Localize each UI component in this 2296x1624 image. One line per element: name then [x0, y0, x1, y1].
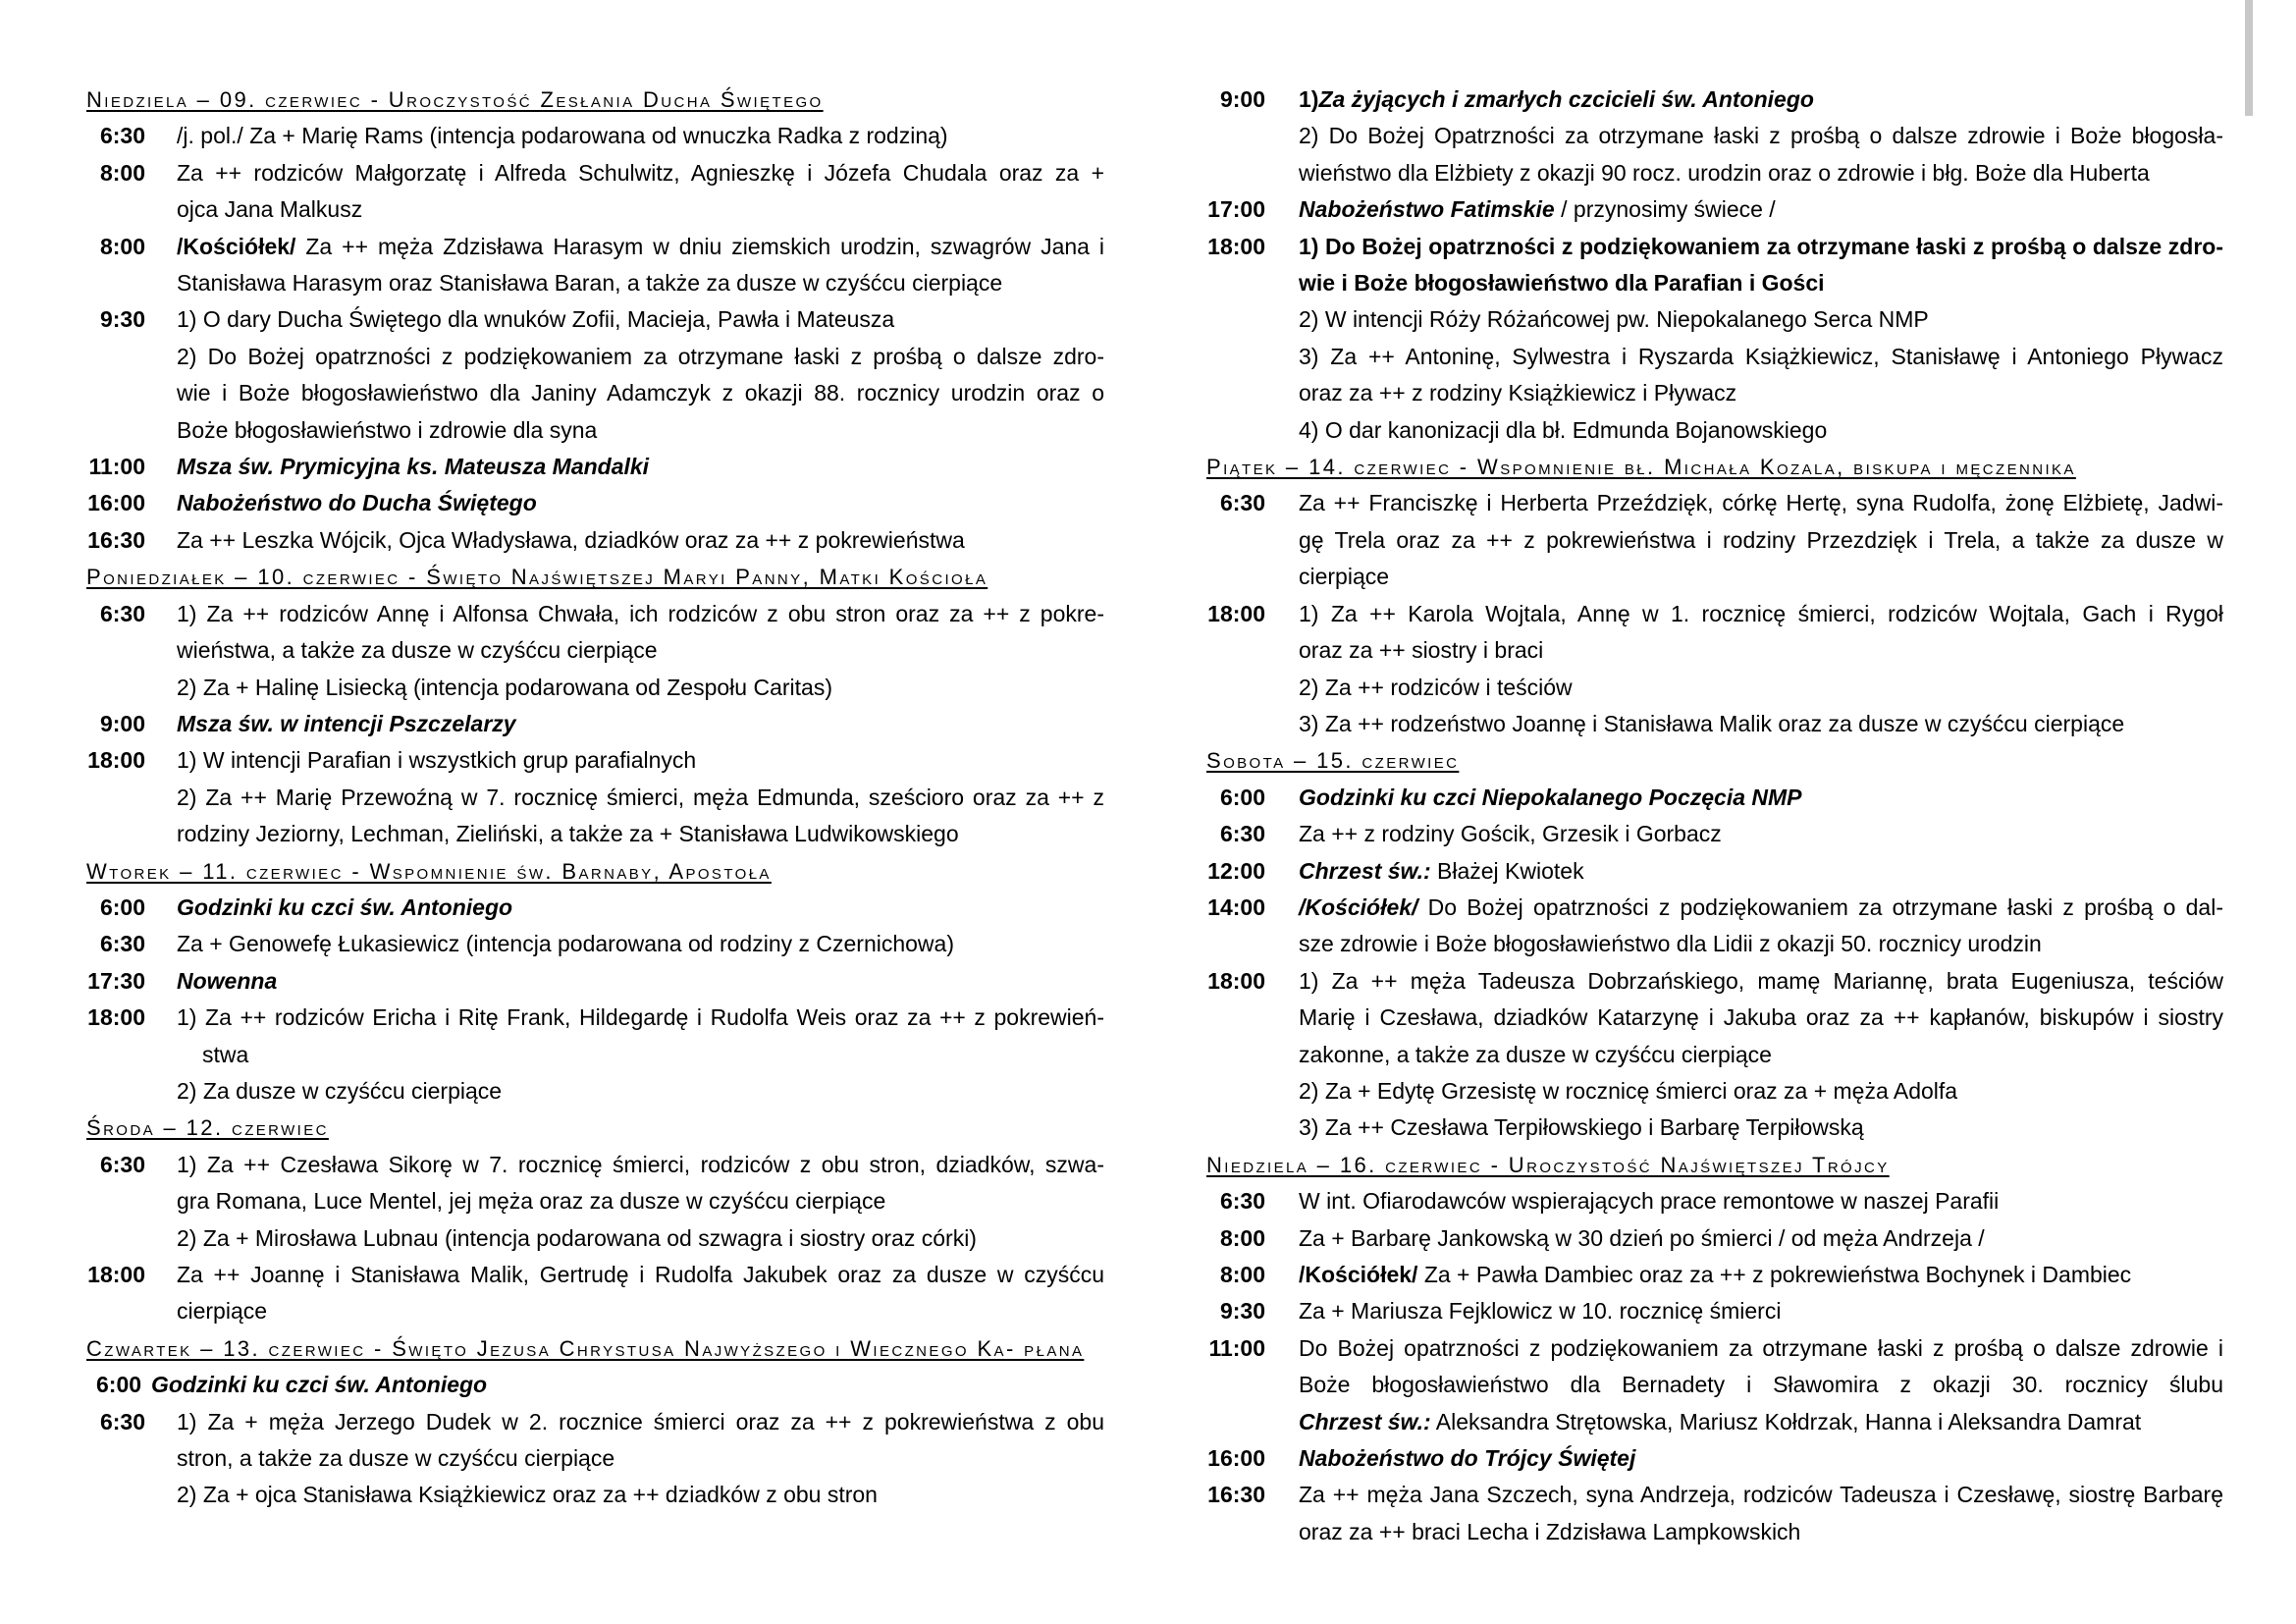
day-heading: Wtorek – 11. czerwiec - Wspomnienie św. Barnaby, Apostoła [86, 858, 772, 884]
mass-time: 16:00 [1207, 1445, 1265, 1472]
mass-time: 6:00 [96, 1372, 142, 1398]
intention-text: cierpiące [1299, 564, 1390, 590]
schedule-entry [86, 155, 1104, 229]
intention-line [1299, 890, 2223, 926]
intention-body [177, 1000, 1104, 1110]
intention-text: 1) Za ++ Czesława Sikorę w 7. rocznicę śmierci, rodziców z obu stron, dziadków, szwa- [177, 1151, 1104, 1177]
intention-text: Godzinki ku czci św. Antoniego [151, 1372, 488, 1398]
mass-time: 18:00 [87, 1262, 145, 1287]
intention-text: 3) Za ++ rodzeństwo Joannę i Stanisława Malik oraz za dusze w czyśćcu cierpiące [1299, 710, 2125, 736]
intention-line [177, 963, 1104, 1000]
mass-time: 18:00 [87, 747, 145, 774]
schedule-entry [1206, 963, 2223, 1147]
intention-body [1299, 780, 2223, 816]
intention-body [177, 1257, 1104, 1330]
intention-text: 1) [1299, 86, 1319, 112]
intention-line [177, 449, 1104, 485]
intention-text: Za ++ Joannę i Stanisława Malik, Gertrudę i Rudolfa Jakubek oraz za dusze w czyśćcu [177, 1262, 1104, 1287]
intention-body [1299, 1220, 2223, 1257]
mass-time: 8:00 [1219, 1224, 1265, 1251]
day-heading: Niedziela – 09. czerwiec - Uroczystość Zesłania Ducha Świętego [86, 87, 824, 112]
intention-line [1299, 485, 2223, 521]
intention-line [177, 816, 1104, 852]
intention-body [177, 1404, 1104, 1514]
intention-line [1299, 853, 2223, 890]
schedule-entry [86, 485, 1104, 521]
intention-text: 2) Za dusze w czyśćcu cierpiące [177, 1077, 503, 1104]
day-heading: Czwartek – 13. czerwiec - Święto Jezusa Chrystusa Najwyższego i Wiecznego Ka- płana [86, 1335, 1085, 1361]
intention-body [1299, 81, 2223, 191]
intention-line [177, 596, 1104, 632]
mass-time: 18:00 [1207, 600, 1265, 626]
intention-line [177, 1293, 1104, 1329]
left-column [86, 81, 1104, 1514]
mass-time: 8:00 [99, 159, 145, 186]
schedule-entry [86, 1404, 1104, 1514]
intention-text: Za ++ męża Jana Szczech, syna Andrzeja, rodziców Tadeusza i Czesławę, siostrę Barbarę [1299, 1482, 2223, 1508]
intention-body [1299, 1440, 2223, 1477]
intention-text: 3) Za ++ Czesława Terpiłowskiego i Barbarę Terpiłowską [1299, 1114, 1864, 1141]
intention-text: 2) Za + Halinę Lisiecką (intencja podarowana od Zespołu Caritas) [177, 674, 832, 700]
intention-text: oraz za ++ siostry i braci [1299, 637, 1544, 664]
schedule-entry [1206, 1220, 2223, 1257]
intention-text: /j. pol./ Za + Marię Rams (intencja podarowana od wnuczka Radka z rodziną) [177, 123, 948, 149]
intention-body [1299, 1183, 2223, 1219]
intention-line [177, 670, 1104, 706]
mass-time: 6:30 [99, 1408, 145, 1435]
intention-body [177, 890, 1104, 926]
intention-line [1299, 1293, 2223, 1329]
intention-line [1299, 265, 2223, 301]
schedule-entry [86, 926, 1104, 962]
intention-line [1299, 1440, 2223, 1477]
intention-line [1299, 926, 2223, 962]
schedule-entry [1206, 1477, 2223, 1550]
intention-text: Za + Genowefę Łukasiewicz (intencja podarowana od rodziny z Czernichowa) [177, 931, 954, 957]
intention-line [1299, 1073, 2223, 1110]
intention-text: Błażej Kwiotek [1430, 857, 1584, 884]
intention-text: oraz za ++ braci Lecha i Zdzisława Lampkowskich [1299, 1518, 1801, 1544]
intention-text: zakonne, a także za dusze w czyśćcu cierpiące [1299, 1041, 1772, 1067]
intention-text: 2) Za + Mirosława Lubnau (intencja podarowana od szwagra i siostry oraz córki) [177, 1224, 977, 1251]
schedule-entry [86, 963, 1104, 1000]
intention-text: Stanisława Harasym oraz Stanisława Baran, a także za dusze w czyśćcu cierpiące [177, 270, 1003, 297]
mass-time: 18:00 [87, 1004, 145, 1031]
intention-text: Za ++ Leszka Wójcik, Ojca Władysława, dziadków oraz za ++ z pokrewieństwa [177, 526, 965, 553]
mass-time: 11:00 [88, 454, 145, 480]
day-heading: Sobota – 15. czerwiec [1206, 748, 1460, 774]
schedule-entry [86, 522, 1104, 559]
intention-text: 1) Za ++ rodziców Annę i Alfonsa Chwała, ich rodziców z obu stron oraz za ++ z pokre- [177, 600, 1104, 626]
schedule-entry [1206, 1183, 2223, 1219]
schedule-entry [86, 1367, 1104, 1403]
schedule-entry [1206, 81, 2223, 191]
intention-line [1299, 1477, 2223, 1513]
intention-body [1299, 816, 2223, 852]
mass-time: 8:00 [1219, 1262, 1265, 1287]
intention-line [177, 1404, 1104, 1440]
intention-body [177, 926, 1104, 962]
intention-text: /Kościółek/ [1299, 1262, 1418, 1287]
mass-time: 18:00 [1207, 233, 1265, 259]
intention-body [1299, 1330, 2223, 1440]
intention-text: 2) Do Bożej Opatrzności za otrzymane łaski z prośbą o dalsze zdrowie i Boże błogosła- [1299, 123, 2223, 149]
schedule-entry [1206, 485, 2223, 595]
intention-text: Boże błogosławieństwo i zdrowie dla syna [177, 416, 598, 443]
intention-line [177, 301, 1104, 338]
schedule-entry [1206, 780, 2223, 816]
intention-text: 1) Za + męża Jerzego Dudek w 2. rocznice śmierci oraz za ++ z pokrewieństwa z obu [177, 1408, 1104, 1435]
intention-body [1299, 229, 2223, 449]
intention-text: Boże błogosławieństwo dla Bernadety i Sławomira z okazji 30. rocznicy ślubu [1299, 1372, 2223, 1398]
intention-text: wie i Boże błogosławieństwo dla Janiny Adamczyk z okazji 88. rocznicy urodzin oraz o [177, 380, 1104, 406]
intention-line [1299, 1367, 2223, 1403]
intention-text: Za ++ z rodziny Gościk, Grzesik i Gorbacz [1299, 821, 1722, 847]
intention-body [1299, 485, 2223, 595]
intention-text: /Kościółek/ [177, 233, 296, 259]
intention-text: wieństwo dla Elżbiety z okazji 90 rocz. urodzin oraz o zdrowie i błg. Boże dla Huberta [1299, 159, 2150, 186]
intention-body [1299, 890, 2223, 963]
intention-line [1299, 1257, 2223, 1293]
mass-time: 8:00 [99, 233, 145, 259]
intention-text: wieństwa, a także za dusze w czyśćcu cierpiące [177, 637, 658, 664]
intention-body [177, 301, 1104, 449]
intention-text: sze zdrowie i Boże błogosławieństwo dla Lidii z okazji 50. rocznicy urodzin [1299, 931, 2042, 957]
intention-body [177, 1147, 1104, 1257]
intention-body [1299, 853, 2223, 890]
schedule-entry [86, 118, 1104, 154]
intention-line [1299, 816, 2223, 852]
intention-line [1299, 301, 2223, 338]
intention-text: Za żyjących i zmarłych czcicieli św. Antoniego [1318, 86, 1814, 112]
schedule-entry [1206, 1440, 2223, 1477]
mass-time: 6:00 [1219, 784, 1265, 810]
intention-text: rodziny Jeziorny, Lechman, Zieliński, a także za + Stanisława Ludwikowskiego [177, 821, 959, 847]
intention-body [177, 155, 1104, 229]
intention-line [177, 412, 1104, 449]
intention-line [177, 890, 1104, 926]
intention-line [1299, 1220, 2223, 1257]
intention-line [177, 1147, 1104, 1183]
intention-body [177, 449, 1104, 485]
intention-line [177, 155, 1104, 191]
intention-text: 2) Za ++ Marię Przewoźną w 7. rocznicę śmierci, męża Edmunda, sześcioro oraz za ++ z [177, 784, 1104, 810]
intention-line [177, 1073, 1104, 1110]
intention-line [177, 265, 1104, 301]
intention-line [1299, 632, 2223, 669]
schedule-entry [1206, 890, 2223, 963]
schedule-entry [86, 1000, 1104, 1110]
schedule-entry [86, 301, 1104, 449]
mass-time: 6:30 [99, 600, 145, 626]
intention-text: cierpiące [177, 1298, 268, 1325]
intention-text: 2) W intencji Róży Różańcowej pw. Niepokalanego Serca NMP [1299, 306, 1929, 333]
intention-body [177, 522, 1104, 559]
intention-text: Nabożeństwo Fatimskie [1299, 196, 1555, 223]
intention-text: 1) O dary Ducha Świętego dla wnuków Zofii, Macieja, Pawła i Mateusza [177, 306, 895, 333]
mass-time: 12:00 [1207, 857, 1265, 884]
intention-text: / przynosimy świece / [1554, 196, 1776, 223]
mass-time: 6:30 [99, 123, 145, 149]
intention-text: 4) O dar kanonizacji dla bł. Edmunda Bojanowskiego [1299, 416, 1828, 443]
intention-line [1299, 1330, 2223, 1367]
mass-time: 6:30 [99, 931, 145, 957]
intention-line [1299, 1514, 2223, 1550]
intention-text: Za ++ męża Zdzisława Harasym w dniu ziemskich urodzin, szwagrów Jana i [295, 233, 1104, 259]
intention-text: stwa [202, 1041, 249, 1067]
intention-body [1299, 191, 2223, 228]
mass-time: 16:30 [1207, 1482, 1265, 1508]
intention-text: 2) Do Bożej opatrzności z podziękowaniem za otrzymane łaski z prośbą o dalsze zdro- [177, 343, 1104, 369]
intention-line [1299, 155, 2223, 191]
intention-body [1299, 1293, 2223, 1329]
schedule-entry [1206, 596, 2223, 743]
intention-line [177, 485, 1104, 521]
intention-line [1299, 1110, 2223, 1146]
intention-text: 1) Do Bożej opatrzności z podziękowaniem za otrzymane łaski z prośbą o dalsze zdro- [1299, 233, 2223, 259]
intention-line [1299, 1000, 2223, 1036]
intention-text: Msza św. w intencji Pszczelarzy [177, 710, 516, 736]
mass-time: 9:30 [99, 306, 145, 333]
intention-text: W int. Ofiarodawców wspierających prace remontowe w naszej Parafii [1299, 1188, 2000, 1215]
intention-line [177, 1220, 1104, 1257]
intention-body [177, 742, 1104, 852]
intention-body [177, 118, 1104, 154]
intention-line [177, 191, 1104, 228]
intention-line [177, 522, 1104, 559]
intention-text: Nowenna [177, 967, 278, 994]
intention-line [177, 742, 1104, 779]
mass-time: 18:00 [1207, 967, 1265, 994]
intention-line [1299, 522, 2223, 559]
intention-text: 3) Za ++ Antoninę, Sylwestra i Ryszarda Książkiewicz, Stanisławę i Antoniego Pływacz [1299, 343, 2223, 369]
intention-line [177, 926, 1104, 962]
mass-time: 17:00 [1207, 196, 1265, 223]
intention-text: /Kościółek/ [1299, 893, 1418, 920]
intention-line [177, 780, 1104, 816]
schedule-entry [86, 596, 1104, 706]
intention-line [177, 632, 1104, 669]
intention-line [177, 1183, 1104, 1219]
mass-time: 6:00 [99, 893, 145, 920]
intention-body [177, 229, 1104, 302]
schedule-entry [1206, 1293, 2223, 1329]
schedule-entry [86, 1147, 1104, 1257]
intention-text: Chrzest św.: [1299, 1408, 1431, 1435]
schedule-entry [86, 706, 1104, 742]
intention-text: 1) Za ++ rodziców Ericha i Ritę Frank, Hildegardę i Rudolfa Weis oraz za ++ z pokrewień- [177, 1004, 1104, 1031]
mass-time: 6:30 [99, 1151, 145, 1177]
intention-line [1299, 1183, 2223, 1219]
intention-text: 2) Za + Edytę Grzesistę w rocznicę śmierci oraz za + męża Adolfa [1299, 1077, 1958, 1104]
schedule-entry [1206, 816, 2223, 852]
day-heading: Piątek – 14. czerwiec - Wspomnienie bł. Michała Kozala, biskupa i męczennika [1206, 455, 2076, 480]
intention-body [177, 485, 1104, 521]
intention-body [1299, 596, 2223, 743]
schedule-entry [86, 1257, 1104, 1330]
intention-text: Za + Mariusza Fejklowicz w 10. rocznicę śmierci [1299, 1298, 1782, 1325]
intention-text: Godzinki ku czci Niepokalanego Poczęcia NMP [1299, 784, 1802, 810]
intention-line [1299, 1037, 2223, 1073]
intention-body [177, 706, 1104, 742]
intention-line [1299, 706, 2223, 742]
day-heading: Środa – 12. czerwiec [86, 1115, 329, 1141]
day-heading: Poniedziałek – 10. czerwiec - Święto Najświętszej Maryi Panny, Matki Kościoła [86, 565, 988, 590]
intention-line [1299, 963, 2223, 1000]
intention-text: Za + Barbarę Jankowską w 30 dzień po śmierci / od męża Andrzeja / [1299, 1224, 1985, 1251]
intention-text: Za + Pawła Dambiec oraz za ++ z pokrewieństwa Bochynek i Dambiec [1417, 1262, 2132, 1287]
mass-time: 17:30 [87, 967, 145, 994]
intention-line [1299, 191, 2223, 228]
mass-time: 6:30 [1219, 821, 1265, 847]
intention-text: Aleksandra Strętowska, Mariusz Kołdrzak, Hanna i Aleksandra Damrat [1430, 1408, 2142, 1435]
schedule-entry [1206, 229, 2223, 449]
schedule-entry [1206, 1330, 2223, 1440]
mass-time: 14:00 [1207, 893, 1265, 920]
intention-line [177, 229, 1104, 265]
schedule-entry [1206, 191, 2223, 228]
intention-text: Marię i Czesława, dziadków Katarzynę i Jakuba oraz za ++ kapłanów, biskupów i siostry [1299, 1004, 2223, 1031]
intention-body [1299, 963, 2223, 1147]
intention-line [1299, 559, 2223, 595]
intention-line [1299, 780, 2223, 816]
schedule-entry [86, 449, 1104, 485]
intention-line [177, 1477, 1104, 1513]
intention-text: 1) Za ++ Karola Wojtala, Annę w 1. rocznicę śmierci, rodziców Wojtala, Gach i Rygoł [1299, 600, 2223, 626]
intention-text: wie i Boże błogosławieństwo dla Parafian i Gości [1299, 270, 1825, 297]
intention-body [177, 596, 1104, 706]
mass-time: 6:30 [1219, 1188, 1265, 1215]
intention-line [177, 1000, 1104, 1036]
mass-time: 9:00 [1219, 86, 1265, 112]
intention-line [177, 1440, 1104, 1477]
intention-line [1299, 118, 2223, 154]
intention-text: Chrzest św.: [1299, 857, 1431, 884]
intention-line [1299, 339, 2223, 375]
intention-line [177, 339, 1104, 375]
intention-line [1299, 375, 2223, 411]
intention-body [1299, 1477, 2223, 1550]
intention-body [1299, 1257, 2223, 1293]
scrollbar[interactable] [2245, 0, 2253, 116]
mass-time: 9:30 [1219, 1298, 1265, 1325]
schedule-entry [86, 890, 1104, 926]
day-heading: Niedziela – 16. czerwiec - Uroczystość Najświętszej Trójcy [1206, 1152, 1890, 1177]
intention-line [1299, 596, 2223, 632]
intention-text: Do Bożej opatrzności z podziękowaniem za otrzymane łaski z prośbą o dal- [1417, 893, 2223, 920]
intention-text: Godzinki ku czci św. Antoniego [177, 893, 513, 920]
intention-line [1299, 1404, 2223, 1440]
intention-text: 1) Za ++ męża Tadeusza Dobrzańskiego, mamę Mariannę, brata Eugeniusza, teściów [1299, 967, 2223, 994]
mass-time: 6:30 [1219, 490, 1265, 516]
intention-text: 2) Za ++ rodziców i teściów [1299, 674, 1573, 700]
intention-text: Msza św. Prymicyjna ks. Mateusza Mandalki [177, 454, 650, 480]
intention-line [177, 375, 1104, 411]
intention-text: stron, a także za dusze w czyśćcu cierpiące [177, 1445, 615, 1472]
intention-text: gę Trela oraz za ++ z pokrewieństwa i rodziny Przezdzięk i Trela, a także za dusze w [1299, 526, 2223, 553]
intention-text: Nabożeństwo do Ducha Świętego [177, 490, 537, 516]
intention-line [177, 706, 1104, 742]
mass-time: 11:00 [1208, 1334, 1265, 1361]
right-column [1206, 81, 2223, 1550]
intention-body [177, 963, 1104, 1000]
mass-time: 9:00 [99, 710, 145, 736]
intention-text: Do Bożej opatrzności z podziękowaniem za otrzymane łaski z prośbą o dalsze zdrowie i [1299, 1334, 2223, 1361]
intention-line [1299, 229, 2223, 265]
schedule-entry [86, 742, 1104, 852]
intention-line [177, 1037, 1104, 1073]
intention-text: gra Romana, Luce Mentel, jej męża oraz za dusze w czyśćcu cierpiące [177, 1188, 886, 1215]
intention-text: ojca Jana Malkusz [177, 196, 363, 223]
intention-line [177, 118, 1104, 154]
intention-line [177, 1257, 1104, 1293]
schedule-entry [1206, 1257, 2223, 1293]
intention-text: Nabożeństwo do Trójcy Świętej [1299, 1445, 1636, 1472]
intention-text: 2) Za + ojca Stanisława Książkiewicz oraz za ++ dziadków z obu stron [177, 1482, 878, 1508]
mass-time: 16:00 [87, 490, 145, 516]
intention-text: Za ++ Franciszkę i Herberta Przeździęk, córkę Hertę, syna Rudolfa, żonę Elżbietę, Jadwi- [1299, 490, 2223, 516]
schedule-entry [86, 229, 1104, 302]
intention-text: Za ++ rodziców Małgorzatę i Alfreda Schulwitz, Agnieszkę i Józefa Chudala oraz za + [177, 159, 1104, 186]
intention-line [1299, 81, 2223, 118]
intention-text: oraz za ++ z rodziny Książkiewicz i Pływacz [1299, 380, 1737, 406]
intention-line [1299, 670, 2223, 706]
intention-line [1299, 412, 2223, 449]
schedule-entry [1206, 853, 2223, 890]
mass-time: 16:30 [87, 526, 145, 553]
intention-text: 1) W intencji Parafian i wszystkich grup parafialnych [177, 747, 697, 774]
